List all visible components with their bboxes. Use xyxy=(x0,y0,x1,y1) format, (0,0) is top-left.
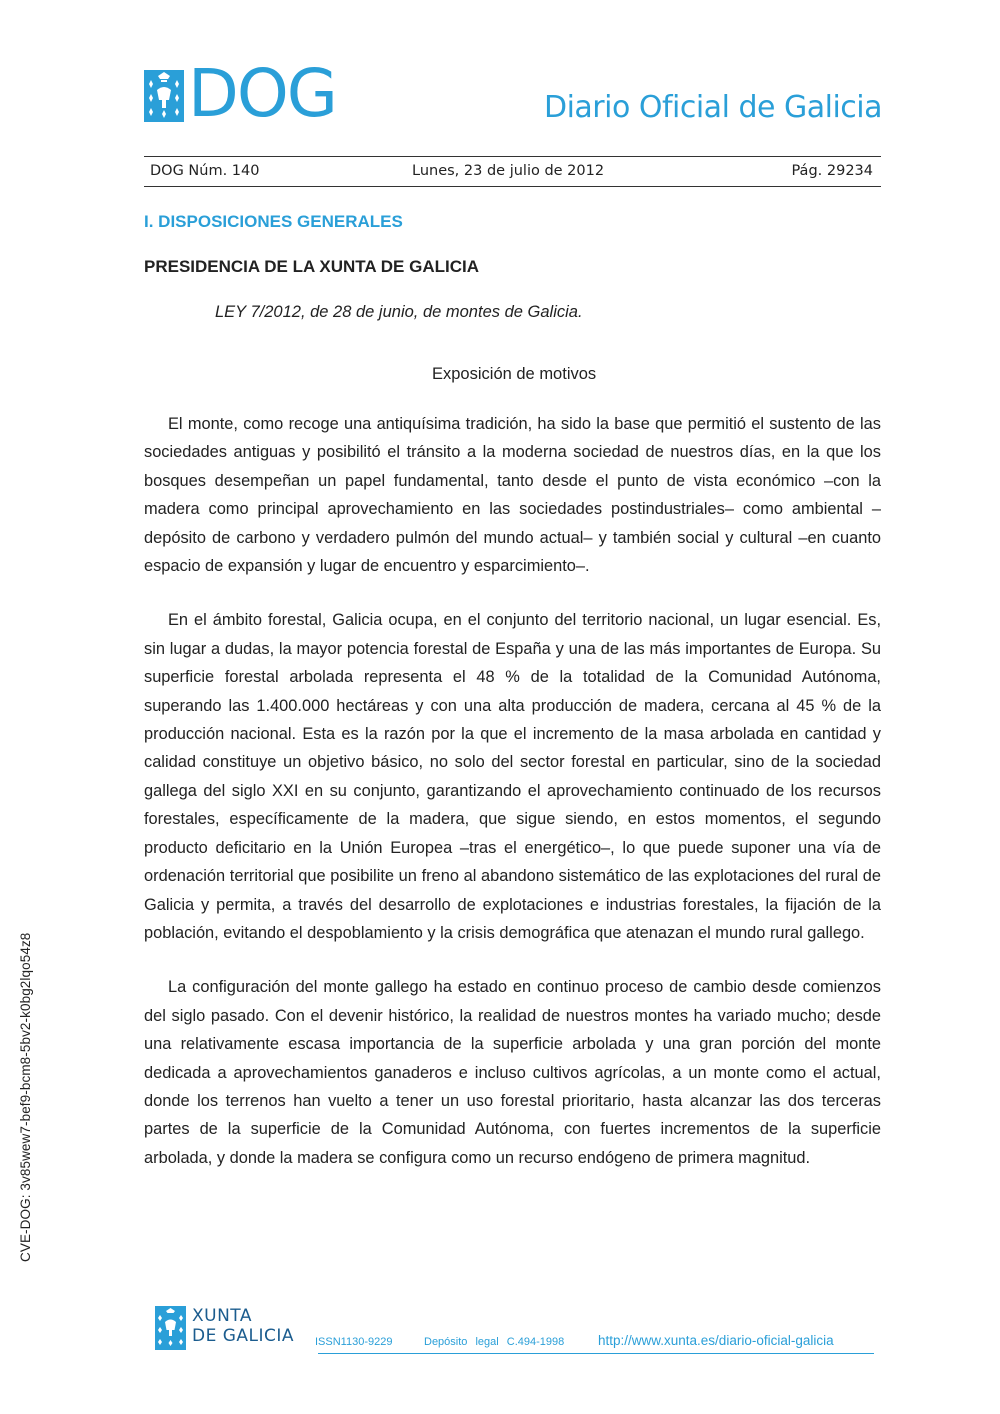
subheading: Exposición de motivos xyxy=(432,365,597,383)
footer-divider xyxy=(318,1353,874,1354)
masthead-title: Diario Oficial de Galicia xyxy=(543,90,882,125)
xunta-shield-logo-icon xyxy=(155,1306,186,1350)
issue-date: Lunes, 23 de julio de 2012 xyxy=(412,163,605,179)
document-body xyxy=(144,410,881,1198)
section-title: I. DISPOSICIONES GENERALES xyxy=(144,212,403,231)
dog-logo-text: DOG xyxy=(188,55,336,132)
organism-title: PRESIDENCIA DE LA XUNTA DE GALICIA xyxy=(144,257,479,276)
galicia-logo-text: DE GALICIA xyxy=(192,1326,295,1346)
page-number: Pág. 29234 xyxy=(791,163,873,179)
issue-header xyxy=(144,156,881,187)
website-link[interactable]: http://www.xunta.es/diario-oficial-galicia xyxy=(598,1333,834,1348)
issn: ISSN1130-9229 xyxy=(315,1336,393,1348)
paragraph: En el ámbito forestal, Galicia ocupa, en el conjunto del territorio nacional, un lugar esencial. Es, sin lugar a dudas, la mayor potencia forestal de España y una de las más importantes de Europa. Su superficie forestal arbolada representa el 48 % de la totalidad de la Comunidad Autónoma, superando las 1.400.000 hectáreas y con una alta producción de madera, cercana al 45 % de la producción nacional. Esta es la razón por la que el incremento de la masa arbolada en cantidad y calidad constituye un objetivo básico, no solo del sector forestal en particular, sino de la sociedad gallega del siglo XXI en su conjunto, garantizando el aprovechamiento continuado de los recursos forestales, específicamente de la madera, que sigue siendo, en estos momentos, el segundo producto deficitario en la Unión Europea –tras el energético–, lo que puede suponer una vía de ordenación territorial que posibilite un freno al abandono sistemático de las explotaciones del rural de Galicia y permita, a través del desarrollo de explotaciones e industrias forestales, la fijación de la población, evitando el despoblamiento y la crisis demográfica que atenazan el mundo rural gallego. xyxy=(144,611,881,942)
paragraph: El monte, como recoge una antiquísima tradición, ha sido la base que permitió el sustento de las sociedades antiguas y posibilitó el tránsito a la moderna sociedad de nuestros días, en la que los bosques desempeñan un papel fundamental, tanto desde el punto de vista económico –con la madera como principal aprovechamiento en las sociedades postindustriales– como ambiental –depósito de carbono y verdadero pulmón del mundo actual– y también social y cultural –en cuanto espacio de expansión y lugar de encuentro y esparcimiento–. xyxy=(144,415,881,576)
law-title: LEY 7/2012, de 28 de junio, de montes de Galicia. xyxy=(215,303,583,321)
dog-shield-logo-icon xyxy=(144,70,184,122)
issue-number: DOG Núm. 140 xyxy=(150,163,260,179)
legal-deposit: Depósito legal C.494-1998 xyxy=(424,1336,565,1348)
paragraph: La configuración del monte gallego ha estado en continuo proceso de cambio desde comienzos del siglo pasado. Con el devenir histórico, la realidad de nuestros montes ha variado mucho; desde una relativamente escasa importancia de la superficie arbolada y una gran porción del monte dedicada a aprovechamientos ganaderos e incluso cultivos agrícolas, a un monte como el actual, donde los terrenos han vuelto a tener un uso forestal prioritario, hasta alcanzar las dos terceras partes de la superficie de la Comunidad Autónoma, con fuertes incrementos de la superficie arbolada, y donde la madera se configura como un recurso endógeno de primera magnitud. xyxy=(144,978,881,1167)
verification-code: CVE-DOG: 3v85wew7-bef9-bcm8-5bv2-k0bg2lqo54z8 xyxy=(18,932,33,1262)
xunta-logo-text: XUNTA xyxy=(192,1306,252,1326)
